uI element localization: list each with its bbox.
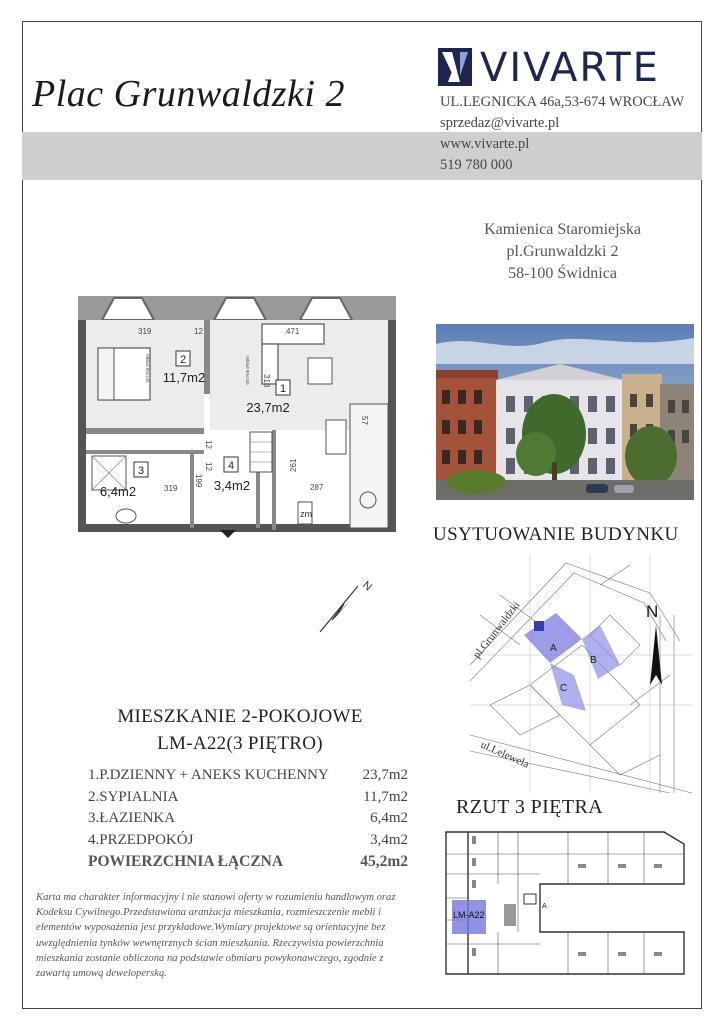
room-3-number: 3 [137, 465, 145, 477]
room-name: 2.SYPIALNIA [88, 788, 179, 805]
dim-471: 471 [286, 327, 300, 336]
room-list [88, 765, 408, 873]
block-c-label: C [560, 683, 568, 694]
building-photo [436, 324, 694, 500]
bed-label: Wkład 80x140 [145, 354, 150, 383]
room-name: 4.PRZEDPOKÓJ [88, 831, 194, 848]
room-row-4 [88, 830, 408, 852]
zm-label: zm [300, 509, 312, 519]
apartment-type: MIESZKANIE 2-POKOJOWE [117, 706, 363, 727]
dim-261: 261 [289, 458, 298, 472]
apartment-floor-plan [78, 292, 396, 542]
room-row-1 [88, 765, 408, 787]
room-1-number: 1 [279, 383, 287, 395]
room-1-area: 23,7m2 [246, 400, 290, 415]
dim-12-top: 12 [194, 327, 203, 336]
dim-199: 199 [194, 474, 203, 488]
room-area: 6,4m2 [370, 810, 408, 827]
north-label: N [646, 602, 659, 621]
total-label: POWIERZCHNIA ŁĄCZNA [88, 852, 284, 870]
room-row-total [88, 851, 408, 873]
dim-12-mid: 12 [204, 440, 213, 449]
compass-north-label: N [360, 579, 374, 594]
dim-319-bottom: 319 [164, 484, 178, 493]
building-street: pl.Grunwaldzki 2 [506, 243, 619, 260]
location-title: USYTUOWANIE BUDYNKU [433, 524, 679, 545]
apartment-code: LM-A22(3 PIĘTRO) [157, 733, 323, 754]
contact-website[interactable]: www.vivarte.pl [440, 136, 530, 152]
room-4-area: 3,4m2 [213, 478, 251, 493]
total-area: 45,2m2 [360, 852, 408, 870]
room-area: 3,4m2 [370, 831, 408, 848]
unit-label: LM-A22 [453, 910, 485, 920]
room-row-3 [88, 808, 408, 830]
street-lelewela: ul.Lelewela [478, 738, 531, 771]
brand-name: VIVARTE [480, 45, 660, 91]
sofa-label: Wkład 80x160 [245, 356, 250, 385]
disclaimer-text: Karta ma charakter informacyjny i nie stanowi oferty w rozumieniu handlowym oraz Kodeksu Cywilnego.Przedstawiona aranżacja mieszkania, rozmieszczenie mebli i elementów wyposażenia jest przykładowe.Wymiary projektowe są orientacyjne bez uwzględnienia tynków wewnętrznych ścian mieszkania. Rzeczywista powierzchnia mieszkania zostanie obliczona na podstawie obmiaru powykonawczego, zgodnie z zawartą umową deweloperską. [36, 892, 396, 980]
room-row-2 [88, 787, 408, 809]
dim-12-low: 12 [204, 462, 213, 471]
room-area: 23,7m2 [362, 767, 408, 784]
dim-318: 318 [262, 374, 271, 388]
block-b-label: B [590, 655, 597, 666]
room-4-number: 4 [227, 460, 235, 472]
room-area: 11,7m2 [363, 788, 408, 805]
contact-block [440, 92, 684, 176]
contact-phone: 519 780 000 [440, 157, 513, 173]
floor-block-a-label: A [542, 903, 547, 910]
building-city: 58-100 Świdnica [508, 265, 617, 282]
dim-287: 287 [310, 483, 324, 492]
dim-57: 57 [360, 416, 369, 425]
building-type: Kamienica Staromiejska [484, 221, 641, 238]
room-2-number: 2 [179, 354, 187, 366]
building-address [430, 219, 695, 285]
page-title: Plac Grunwaldzki 2 [32, 73, 345, 115]
room-name: 3.ŁAZIENKA [88, 810, 176, 827]
compass-icon [314, 570, 384, 640]
room-3-area: 6,4m2 [99, 484, 137, 499]
street-grunwaldzki: pl.Grunwaldzki [470, 599, 523, 661]
block-a-label: A [550, 643, 557, 654]
site-location-map [470, 555, 692, 793]
floor-title: RZUT 3 PIĘTRA [456, 796, 604, 818]
apartment-heading [60, 703, 420, 757]
floor-map [438, 824, 692, 992]
room-2-area: 11,7m2 [162, 370, 206, 385]
room-name: 1.P.DZIENNY + ANEKS KUCHENNY [88, 767, 329, 784]
contact-email[interactable]: sprzedaz@vivarte.pl [440, 115, 560, 131]
contact-address: UL.LEGNICKA 46a,53-674 WROCŁAW [440, 94, 685, 110]
dim-319-top: 319 [138, 327, 152, 336]
